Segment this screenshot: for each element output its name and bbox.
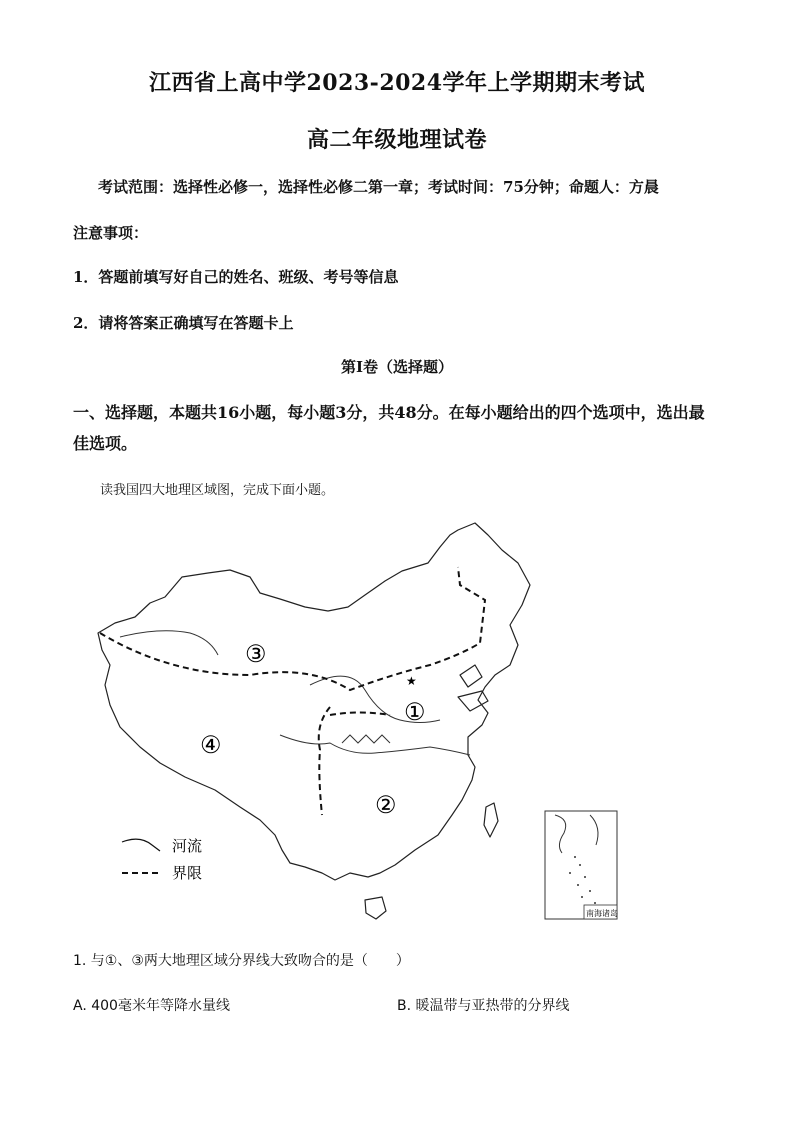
boundary-south — [330, 713, 390, 716]
inset-label: 南海诸岛 — [586, 909, 618, 918]
boundary-north — [100, 567, 485, 690]
exam-info: 考试范围：选择性必修一，选择性必修二第一章；考试时间：75分钟；命题人：方晨 — [98, 178, 659, 196]
region-label-3: ③ — [245, 640, 267, 668]
question-1-stem: 1. 与①、③两大地理区域分界线大致吻合的是（ ） — [73, 953, 410, 969]
taiwan-island — [484, 803, 498, 837]
region-label-4: ④ — [200, 731, 222, 759]
boundary-qinghai-tibet — [319, 707, 330, 815]
china-regions-map — [90, 515, 630, 925]
liaodong-peninsula — [460, 665, 482, 687]
hainan-island — [365, 897, 386, 919]
note-item-1: 1．答题前填写好自己的姓名、班级、考号等信息 — [73, 268, 399, 286]
question-1-option-b[interactable]: B. 暖温带与亚热带的分界线 — [397, 998, 570, 1014]
river-yangtze — [280, 735, 470, 755]
notes-heading: 注意事项： — [73, 224, 149, 242]
material-intro: 读我国四大地理区域图，完成下面小题。 — [100, 483, 335, 498]
beijing-star-icon: ★ — [406, 674, 417, 688]
river-tarim — [120, 631, 218, 655]
region-label-2: ② — [375, 791, 397, 819]
volume-title: 第I卷（选择题） — [340, 358, 454, 376]
south-china-sea-inset — [545, 811, 618, 919]
legend-river-icon — [122, 839, 160, 851]
exam-title: 江西省上高中学2023-2024学年上学期期末考试 — [148, 70, 646, 96]
question-1-option-a[interactable]: A. 400毫米年等降水量线 — [73, 998, 230, 1014]
section-instruction: 一、选择题，本题共16小题，每小题3分，共48分。在每小题给出的四个选项中，选出最 — [73, 403, 705, 422]
river-wave — [342, 735, 390, 743]
region-label-1: ① — [404, 698, 426, 726]
legend-river-label: 河流 — [172, 837, 203, 855]
exam-subtitle: 高二年级地理试卷 — [306, 127, 487, 153]
legend-boundary-label: 界限 — [172, 864, 203, 882]
china-outline — [98, 523, 530, 880]
note-item-2: 2．请将答案正确填写在答题卡上 — [73, 314, 294, 332]
section-instruction-cont: 佳选项。 — [73, 434, 138, 453]
